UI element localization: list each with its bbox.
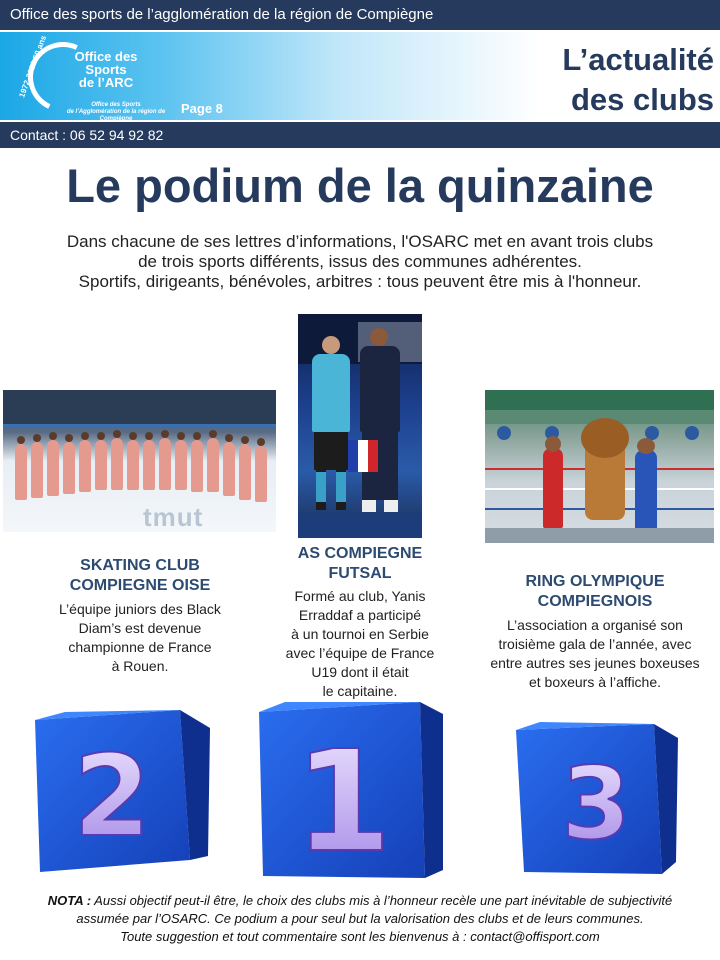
- intro-line: Dans chacune de ses lettres d’informations, l'OSARC met en avant trois clubs: [66, 232, 654, 251]
- podium-cube-1: [255, 700, 445, 882]
- note-line: Aussi objectif peut-il être, le choix des clubs mis à l’honneur recèle une part inévitable de subjectivité: [91, 893, 673, 908]
- rank-number-1: 1: [294, 721, 392, 882]
- logo-subtitle: Office des Sports de l’Agglomération de la région de Compiègne: [66, 102, 166, 122]
- rank-number-2: 2: [73, 732, 151, 862]
- note-line: assumée par l’OSARC. Ce podium a pour seul but la valorisation des clubs et de leurs communes.: [76, 911, 644, 926]
- logo-band: [0, 32, 540, 120]
- club-title-skating: SKATING CLUB COMPIEGNE OISE: [69, 557, 211, 594]
- section-title: L’actualité des clubs: [562, 42, 714, 117]
- page-number: Page 8: [181, 101, 223, 116]
- contact-bar: [0, 122, 720, 148]
- rink-logo-text: tmut: [143, 502, 204, 532]
- note-line: Toute suggestion et tout commentaire sont les bienvenus à : contact@offisport.com: [120, 929, 600, 944]
- club-description-futsal: Formé au club, Yanis Erraddaf a participé à un tournoi en Serbie avec l’équipe de France U19 dont il était le capitaine.: [285, 588, 435, 699]
- rank-number-3: 3: [561, 745, 631, 862]
- boxing-gala-photo: [485, 390, 714, 543]
- note-label: NOTA :: [47, 893, 92, 908]
- intro-text: [20, 232, 700, 292]
- logo-title: Office des Sports de l’ARC: [74, 49, 138, 90]
- contact-phone: Contact : 06 52 94 92 82: [10, 127, 164, 143]
- org-name: Office des sports de l’agglomération de la région de Compiègne: [10, 6, 434, 23]
- disclaimer-note: [10, 892, 710, 946]
- podium-cube-2: [30, 710, 215, 875]
- osarc-logo: [2, 36, 172, 120]
- club-description-boxing: L’association a organisé son troisième gala de l’année, avec entre autres ses jeunes boxeuses et boxeurs à l’affiche.: [490, 617, 700, 690]
- header: [0, 30, 720, 122]
- top-bar: [0, 0, 720, 30]
- club-title-futsal: AS COMPIEGNE FUTSAL: [297, 545, 423, 582]
- club-description-skating: L’équipe juniors des Black Diam’s est devenue championne de France à Rouen.: [59, 601, 221, 674]
- intro-line: Sportifs, dirigeants, bénévoles, arbitres : tous peuvent être mis à l'honneur.: [78, 272, 642, 291]
- page-title: Le podium de la quinzaine: [66, 159, 654, 212]
- logo-years: 1972-2022 50 ans: [17, 34, 49, 99]
- podium-cube-3: [512, 722, 682, 880]
- futsal-photo: [298, 314, 422, 538]
- intro-line: de trois sports différents, issus des communes adhérentes.: [138, 252, 582, 271]
- club-title-boxing: RING OLYMPIQUE COMPIEGNOIS: [525, 573, 665, 610]
- skating-team-photo: [3, 390, 276, 532]
